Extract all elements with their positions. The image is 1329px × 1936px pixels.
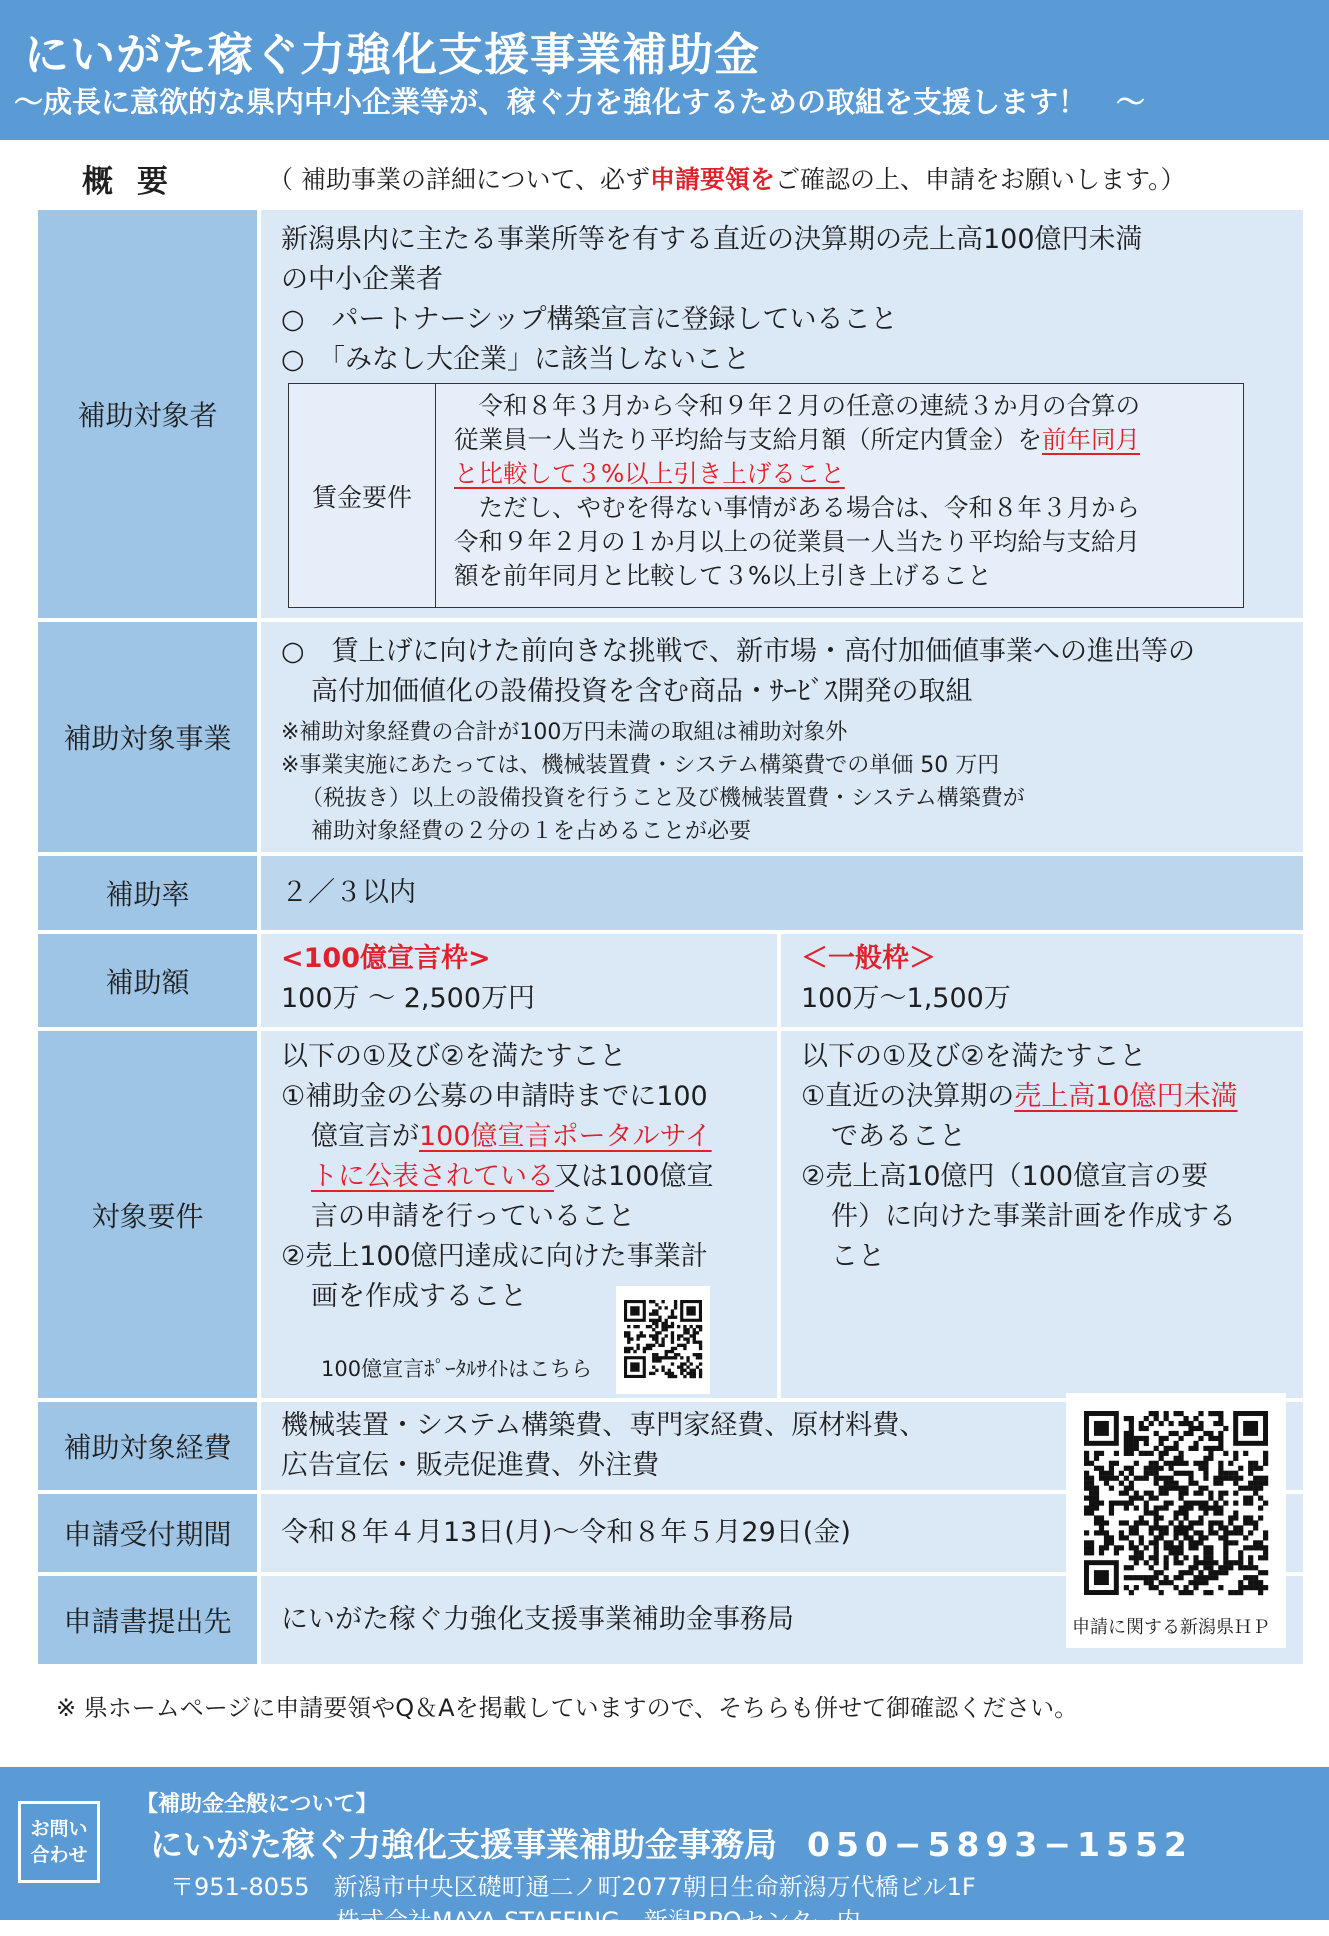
contact-company: 株式会社MAYA STAFFING 新潟BPOセンター内 bbox=[336, 1907, 861, 1935]
badge-line1: お問い bbox=[30, 1818, 88, 1840]
page-subtitle: ～成長に意欲的な県内中小企業等が、稼ぐ力を強化するための取組を支援します！ ～ bbox=[14, 85, 1146, 119]
project-line1: ○ 賃上げに向けた前向きな挑戦で、新市場・高付加価値事業への進出等の bbox=[281, 636, 1196, 667]
wage-line4: ただし、やむを得ない事情がある場合は、令和８年３月から bbox=[454, 493, 1140, 522]
footnote: ※ 県ホームページに申請要領やQ＆Aを掲載していますので、そちらも併せて御確認ください。 bbox=[56, 1694, 1079, 1722]
wage-requirement-box bbox=[288, 383, 1244, 608]
req-left-line7: 画を作成すること bbox=[311, 1281, 527, 1312]
target-line3: ○ パートナーシップ構築宣言に登録していること bbox=[281, 304, 898, 335]
qr-code-icon bbox=[616, 1286, 710, 1394]
period-label: 申請受付期間 bbox=[38, 1494, 257, 1572]
req-left-line6: ②売上100億円達成に向けた事業計 bbox=[281, 1241, 708, 1272]
wage-line2a: 従業員一人当たり平均給与支給月額（所定内賃金）を bbox=[454, 425, 1042, 454]
contact-footer bbox=[0, 1767, 1329, 1935]
project-line2: 高付加価値化の設備投資を含む商品・ｻｰﾋﾞｽ開発の取組 bbox=[311, 676, 973, 707]
wage-line2b: 前年同月 bbox=[1042, 425, 1140, 454]
project-note4: 補助対象経費の２分の１を占めることが必要 bbox=[311, 819, 752, 844]
wage-line1: 令和８年３月から令和９年２月の任意の連続３か月の合算の bbox=[454, 391, 1140, 420]
expenses-line2: 広告宣伝・販売促進費、外注費 bbox=[281, 1450, 659, 1481]
req-left-line3a: 億宣言が bbox=[311, 1121, 419, 1152]
overview-note-post: ご確認の上、申請をお願いします。） bbox=[774, 165, 1186, 194]
portal-link-part2[interactable]: トに公表されている bbox=[311, 1161, 554, 1192]
project-label: 補助対象事業 bbox=[38, 622, 257, 852]
overview-note-red: 申請要領を bbox=[649, 165, 775, 194]
project-value bbox=[261, 622, 1303, 852]
portal-qr-code[interactable] bbox=[616, 1286, 710, 1394]
req-right-line1: 以下の①及び②を満たすこと bbox=[801, 1041, 1147, 1072]
overview-note bbox=[268, 160, 1185, 196]
wage-line6: 額を前年同月と比較して３%以上引き上げること bbox=[454, 561, 992, 590]
project-note2: ※事業実施にあたっては、機械装置費・システム構築費での単価 50 万円 bbox=[281, 753, 1000, 778]
submit-label: 申請書提出先 bbox=[38, 1576, 257, 1664]
expenses-line1: 機械装置・システム構築費、専門家経費、原材料費、 bbox=[281, 1410, 927, 1441]
req-left-line5: 言の申請を行っていること bbox=[311, 1201, 635, 1232]
req-right-line4: ②売上高10億円（100億宣言の要 bbox=[801, 1161, 1209, 1192]
req-right-line5: 件）に向けた事業計画を作成する bbox=[831, 1201, 1236, 1232]
target-line4: ○ 「みなし大企業」に該当しないこと bbox=[281, 344, 751, 375]
req-right-line2 bbox=[801, 1077, 1303, 1117]
project-note3: （税抜き）以上の設備投資を行うこと及び機械装置費・システム構築費が bbox=[301, 786, 1025, 811]
amount-100oku bbox=[261, 934, 777, 1027]
inquiry-badge bbox=[18, 1801, 100, 1883]
contact-heading: 【補助金全般について】 bbox=[136, 1792, 378, 1817]
portal-qr-caption: 100億宣言ﾎﾟｰﾀﾙｻｲﾄはこちら bbox=[321, 1357, 593, 1381]
qr-code-icon bbox=[1066, 1393, 1286, 1603]
req-right-line3: であること bbox=[831, 1121, 966, 1152]
amount-label: 補助額 bbox=[38, 934, 257, 1027]
hp-qr-panel[interactable] bbox=[1066, 1393, 1286, 1648]
overview-note-pre: （ 補助事業の詳細について、必ず bbox=[268, 165, 650, 194]
amount-100oku-value: 100万 ～ 2,500万円 bbox=[281, 983, 535, 1014]
wage-line2 bbox=[454, 423, 1140, 457]
period-value: 令和８年４月13日(月)～令和８年５月29日(金) bbox=[261, 1494, 1303, 1572]
hp-qr-caption: 申請に関する新潟県ＨＰ bbox=[1072, 1617, 1270, 1638]
target-line2: の中小企業者 bbox=[281, 264, 443, 295]
contact-office bbox=[150, 1819, 1193, 1866]
target-line1: 新潟県内に主たる事業所等を有する直近の決算期の売上高100億円未満 bbox=[281, 224, 1143, 255]
page-header bbox=[0, 0, 1329, 140]
rate-label: 補助率 bbox=[38, 856, 257, 930]
wage-line3: と比較して３%以上引き上げること bbox=[454, 459, 845, 488]
req-right-line2a: ①直近の決算期の bbox=[801, 1081, 1015, 1112]
rate-value: ２／３以内 bbox=[261, 856, 1303, 930]
wage-line5: 令和９年２月の１か月以上の従業員一人当たり平均給与支給月 bbox=[454, 527, 1140, 556]
req-left-line3 bbox=[281, 1117, 777, 1157]
req-left-line4 bbox=[281, 1157, 777, 1197]
amount-general-title: ＜一般枠＞ bbox=[801, 943, 936, 974]
amount-general-value: 100万～1,500万 bbox=[801, 983, 1011, 1014]
page-title: にいがた稼ぐ力強化支援事業補助金 bbox=[24, 28, 761, 81]
expenses-label: 補助対象経費 bbox=[38, 1402, 257, 1490]
req-left-line2: ①補助金の公募の申請時までに100 bbox=[281, 1081, 708, 1112]
contact-address: 〒951-8055 新潟市中央区礎町通二ノ町2077朝日生命新潟万代橋ビル1F bbox=[170, 1873, 976, 1901]
badge-line2: 合わせ bbox=[30, 1844, 88, 1866]
target-label: 補助対象者 bbox=[38, 210, 257, 618]
req-left-line1: 以下の①及び②を満たすこと bbox=[281, 1041, 627, 1072]
wage-text bbox=[454, 389, 1140, 593]
req-right-line6: こと bbox=[831, 1241, 885, 1272]
requirements-general bbox=[781, 1031, 1303, 1398]
req-left-line4b: 又は100億宣 bbox=[554, 1161, 714, 1192]
project-note1: ※補助対象経費の合計が100万円未満の取組は補助対象外 bbox=[281, 720, 848, 745]
amount-general bbox=[781, 934, 1303, 1027]
requirements-label: 対象要件 bbox=[38, 1031, 257, 1398]
wage-label: 賃金要件 bbox=[289, 384, 436, 607]
req-right-line2b: 売上高10億円未満 bbox=[1014, 1081, 1238, 1112]
phone-number[interactable]: 050−5893−1552 bbox=[807, 1825, 1193, 1864]
submit-value: にいがた稼ぐ力強化支援事業補助金事務局 bbox=[261, 1576, 1303, 1664]
portal-link-part1[interactable]: 100億宣言ポータルサイ bbox=[419, 1121, 712, 1152]
office-name: にいがた稼ぐ力強化支援事業補助金事務局 bbox=[150, 1825, 777, 1864]
amount-100oku-title: <100億宣言枠> bbox=[281, 943, 491, 974]
overview-label: 概要 bbox=[82, 164, 192, 200]
